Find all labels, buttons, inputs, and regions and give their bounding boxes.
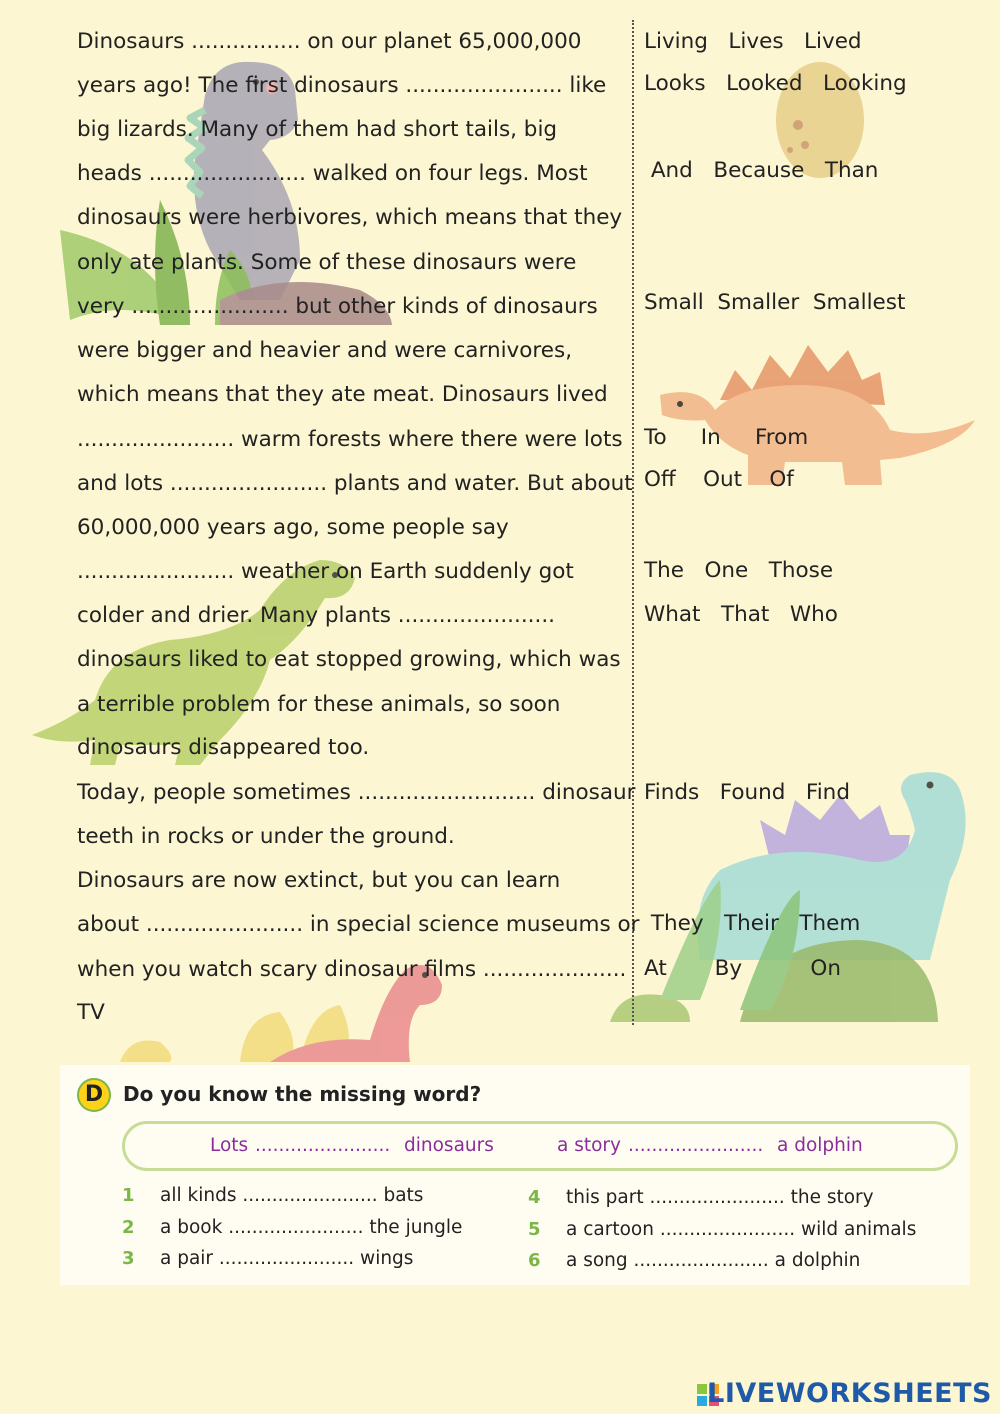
item-number: 1 bbox=[122, 1185, 135, 1206]
item-text: a cartoon ....................... wild animals bbox=[566, 1219, 917, 1240]
example-word: a story bbox=[557, 1135, 621, 1156]
option-row: What That Who bbox=[644, 602, 838, 627]
story-line: Today, people sometimes .......................... dinosaur bbox=[77, 780, 636, 805]
story-line: big lizards. Many of them had short tails, big bbox=[77, 117, 558, 142]
column-divider bbox=[632, 20, 634, 1025]
option-row: The One Those bbox=[644, 558, 834, 583]
story-line: dinosaurs disappeared too. bbox=[77, 735, 370, 760]
orange-stegosaurus-icon bbox=[660, 345, 975, 485]
option-row: To In From bbox=[644, 425, 809, 450]
story-line: colder and drier. Many plants ....................... bbox=[77, 603, 555, 628]
item-text: a song ....................... a dolphin bbox=[566, 1250, 861, 1271]
story-line: TV bbox=[77, 1000, 105, 1025]
option-row: Off Out Of bbox=[644, 467, 794, 492]
option-row: Small Smaller Smallest bbox=[644, 290, 906, 315]
option-row: At By On bbox=[644, 956, 841, 981]
story-line: ....................... warm forests where there were lots bbox=[77, 427, 623, 452]
example-word: Lots bbox=[210, 1135, 249, 1156]
story-line: were bigger and heavier and were carnivores, bbox=[77, 338, 573, 363]
item-text: this part ....................... the story bbox=[566, 1187, 874, 1208]
story-line: heads ....................... walked on four legs. Most bbox=[77, 161, 588, 186]
item-number: 2 bbox=[122, 1217, 135, 1238]
example-blank: ....................... bbox=[628, 1135, 764, 1156]
story-line: ....................... weather on Earth suddenly got bbox=[77, 559, 574, 584]
story-line: 60,000,000 years ago, some people say bbox=[77, 515, 509, 540]
example-word: a dolphin bbox=[777, 1135, 863, 1156]
item-number: 6 bbox=[528, 1250, 541, 1271]
option-row: Living Lives Lived bbox=[644, 29, 862, 54]
item-text: a pair ....................... wings bbox=[160, 1248, 414, 1269]
option-row: Looks Looked Looking bbox=[644, 71, 907, 96]
option-row: Finds Found Find bbox=[644, 780, 850, 805]
item-number: 3 bbox=[122, 1248, 135, 1269]
story-line: only ate plants. Some of these dinosaurs were bbox=[77, 250, 577, 275]
section-d-badge: D bbox=[77, 1078, 111, 1112]
story-line: about ....................... in special science museums or bbox=[77, 912, 640, 937]
item-text: a book ....................... the jungle bbox=[160, 1217, 463, 1238]
example-word: dinosaurs bbox=[404, 1135, 494, 1156]
item-number: 5 bbox=[528, 1219, 541, 1240]
section-d-title: Do you know the missing word? bbox=[123, 1082, 482, 1106]
option-row: They Their Them bbox=[644, 911, 861, 936]
option-row: And Because Than bbox=[644, 158, 879, 183]
liveworksheets-logo[interactable]: LIVEWORKSHEETS bbox=[707, 1378, 992, 1409]
example-blank: ....................... bbox=[255, 1135, 391, 1156]
story-line: years ago! The first dinosaurs ....................... like bbox=[77, 73, 607, 98]
item-text: all kinds ....................... bats bbox=[160, 1185, 424, 1206]
story-line: dinosaurs were herbivores, which means that they bbox=[77, 205, 623, 230]
story-line: dinosaurs liked to eat stopped growing, which was bbox=[77, 647, 621, 672]
story-line: a terrible problem for these animals, so soon bbox=[77, 692, 561, 717]
story-line: Dinosaurs ................ on our planet 65,000,000 bbox=[77, 29, 582, 54]
story-line: Dinosaurs are now extinct, but you can learn bbox=[77, 868, 561, 893]
story-line: which means that they ate meat. Dinosaurs lived bbox=[77, 382, 608, 407]
item-number: 4 bbox=[528, 1187, 541, 1208]
story-line: and lots ....................... plants and water. But about bbox=[77, 471, 633, 496]
story-line: very ....................... but other kinds of dinosaurs bbox=[77, 294, 598, 319]
story-line: teeth in rocks or under the ground. bbox=[77, 824, 455, 849]
story-line: when you watch scary dinosaur films ..................... bbox=[77, 957, 627, 982]
